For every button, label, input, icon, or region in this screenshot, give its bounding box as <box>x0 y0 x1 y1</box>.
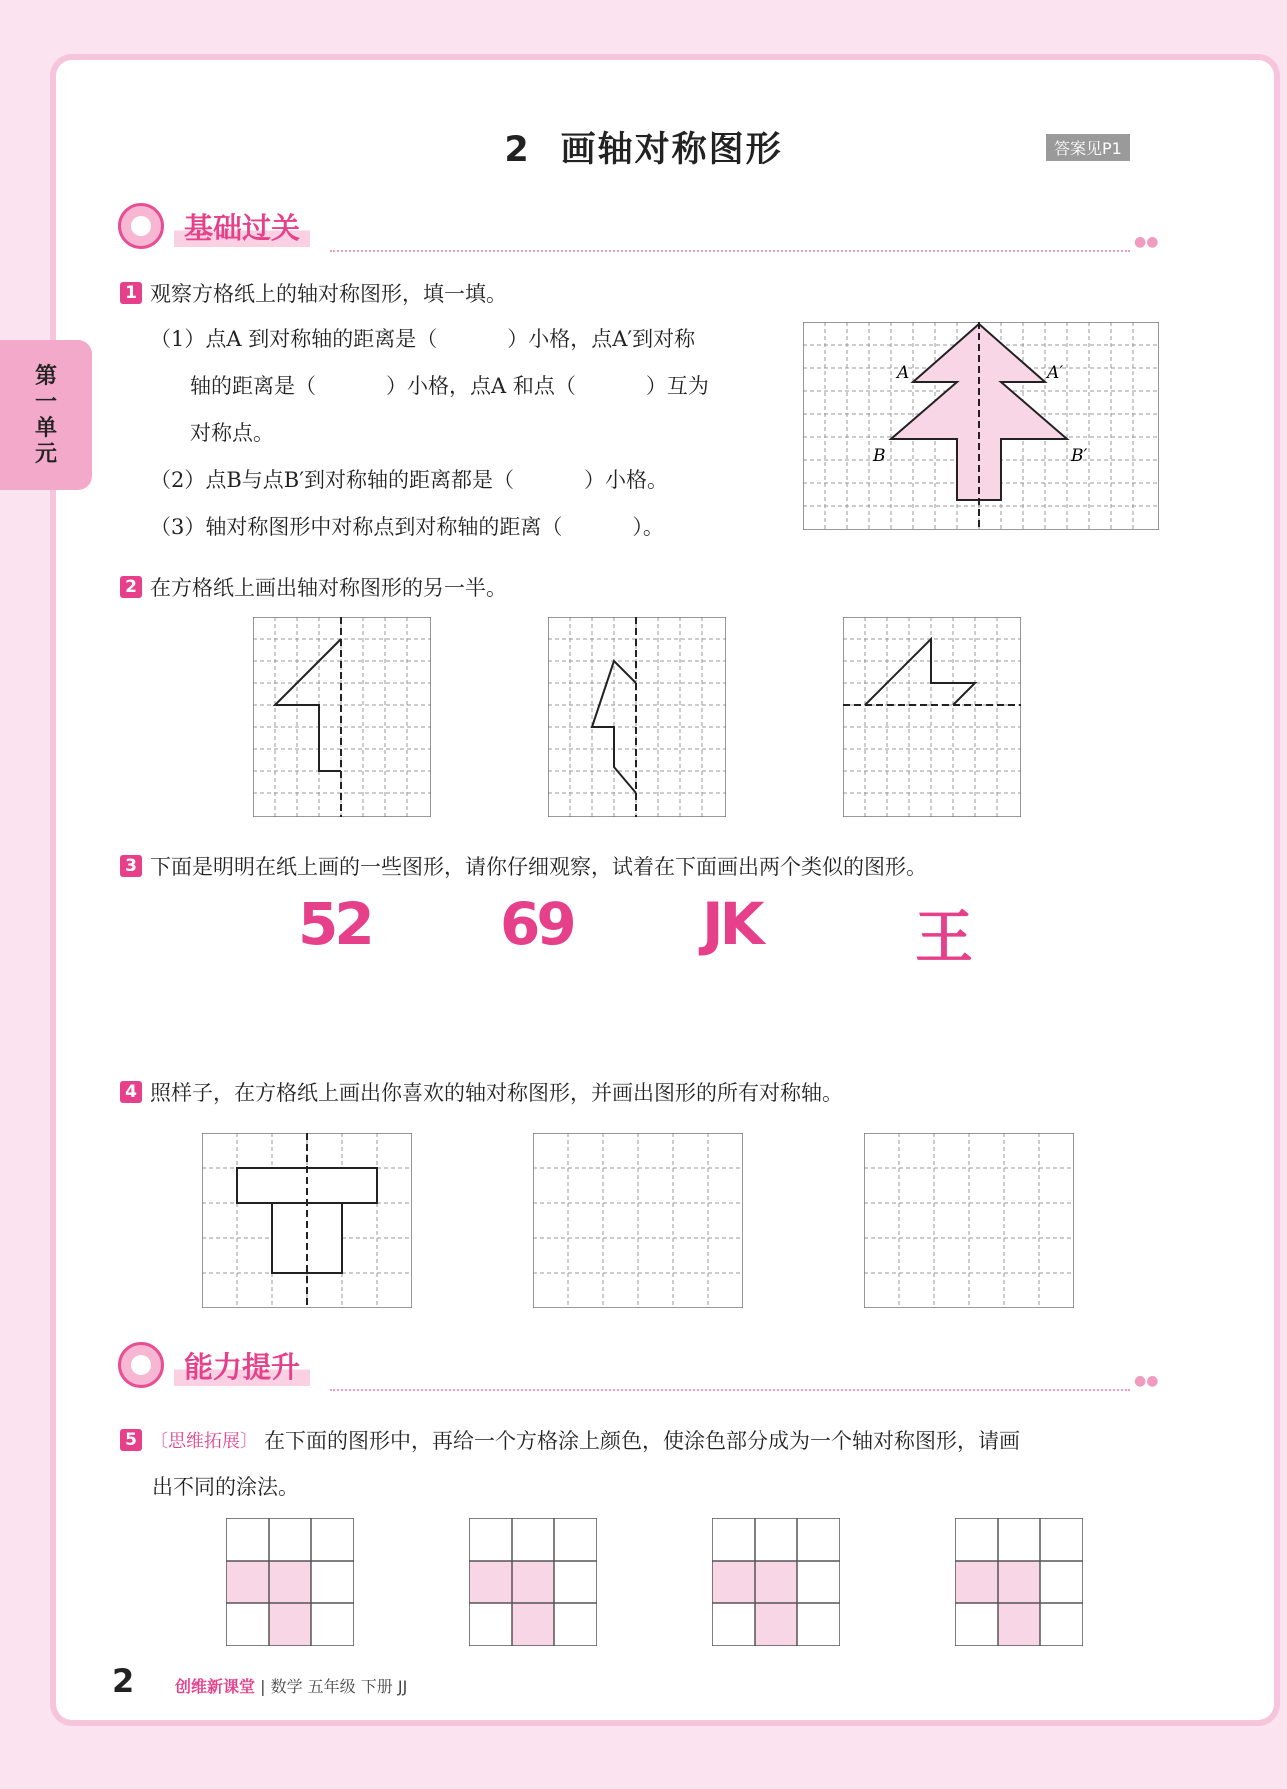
question-tag: 〔思维拓展〕 <box>150 1431 258 1452</box>
question-number: 2 <box>120 576 142 598</box>
example-shape-wang: 王 <box>915 903 970 971</box>
q2-grid-2[interactable] <box>548 617 726 817</box>
q1-text: ）小格，点A 和点（ <box>386 374 576 398</box>
section-divider <box>330 250 1130 252</box>
q1-text: ）小格。 <box>584 468 668 492</box>
title-number: 2 <box>504 130 531 170</box>
q1-text: （1）点A 到对称轴的距离是（ <box>150 327 438 351</box>
mascot-icon <box>118 1342 164 1388</box>
question-text: 在下面的图形中，再给一个方格涂上颜色，使涂色部分成为一个轴对称图形，请画 <box>264 1429 1020 1453</box>
question-number: 1 <box>120 282 142 304</box>
q1-line-1 <box>150 323 695 353</box>
q5-grid-2[interactable] <box>469 1518 597 1646</box>
q1-text: （3）轴对称图形中对称点到对称轴的距离（ <box>150 515 563 539</box>
example-shape-69: 69 <box>500 890 573 958</box>
q1-text: ）互为 <box>645 374 709 398</box>
point-a-prime-label: A′ <box>1047 363 1064 383</box>
q5-grid-4[interactable] <box>955 1518 1083 1646</box>
side-tab-char: 元 <box>34 441 57 467</box>
section-divider <box>330 1389 1130 1391</box>
q1-line-2 <box>190 370 709 400</box>
side-tab-char: 单 <box>34 415 57 441</box>
q4-blank-grid-1[interactable] <box>533 1133 743 1308</box>
footer-details: | 数学 五年级 下册 JJ <box>260 1677 408 1696</box>
question-number: 4 <box>120 1081 142 1103</box>
section-advanced-title: 能力提升 <box>174 1345 310 1386</box>
q1-text: ）。 <box>632 515 664 539</box>
question-4-heading <box>120 1077 843 1107</box>
q4-example-grid <box>202 1133 412 1308</box>
q5-grid-1[interactable] <box>226 1518 354 1646</box>
page-number: 2 <box>112 1662 135 1700</box>
question-1-heading <box>120 278 507 308</box>
decor-dots-icon: ●● <box>1134 1373 1159 1389</box>
section-advanced-header <box>118 1342 310 1388</box>
question-3-heading <box>120 851 927 881</box>
question-text: 照样子，在方格纸上画出你喜欢的轴对称图形，并画出图形的所有对称轴。 <box>150 1081 843 1105</box>
q1-text: （2）点B与点B′到对称轴的距离都是（ <box>150 468 514 492</box>
question-5-text-line-2: 出不同的涂法。 <box>152 1475 299 1499</box>
q2-grid-3[interactable] <box>843 617 1021 817</box>
example-shape-52: 52 <box>298 890 371 958</box>
q2-grid-1[interactable] <box>253 617 431 817</box>
q1-text: 轴的距离是（ <box>190 374 316 398</box>
question-number: 3 <box>120 855 142 877</box>
q1-line-3: 对称点。 <box>190 421 274 445</box>
footer-info <box>175 1674 407 1697</box>
q1-text: ）小格，点A′到对称 <box>507 327 696 351</box>
question-text: 观察方格纸上的轴对称图形，填一填。 <box>150 282 507 306</box>
answer-reference-tag: 答案见P1 <box>1046 134 1130 161</box>
title-text: 画轴对称图形 <box>560 130 783 170</box>
question-2-heading <box>120 572 507 602</box>
q5-grid-3[interactable] <box>712 1518 840 1646</box>
question-text: 在方格纸上画出轴对称图形的另一半。 <box>150 576 507 600</box>
footer-brand: 创维新课堂 <box>175 1677 256 1696</box>
point-b-prime-label: B′ <box>1071 446 1088 466</box>
point-a-label: A <box>897 363 910 383</box>
unit-side-tab <box>0 340 92 490</box>
question-text: 下面是明明在纸上画的一些图形，请你仔细观察，试着在下面画出两个类似的图形。 <box>150 855 927 879</box>
section-basic-header <box>118 203 310 249</box>
decor-dots-icon: ●● <box>1134 234 1159 250</box>
side-tab-char: 一 <box>34 389 57 415</box>
q1-line-5 <box>150 511 664 541</box>
side-tab-char: 第 <box>34 363 57 389</box>
question-5-heading <box>120 1425 1020 1455</box>
mascot-icon <box>118 203 164 249</box>
question-number: 5 <box>120 1429 142 1451</box>
q1-line-4 <box>150 464 668 494</box>
tree-symmetry-grid <box>803 322 1159 530</box>
point-b-label: B <box>873 446 886 466</box>
example-shape-jk: JK <box>702 890 761 958</box>
q4-blank-grid-2[interactable] <box>864 1133 1074 1308</box>
section-basic-title: 基础过关 <box>174 206 310 247</box>
